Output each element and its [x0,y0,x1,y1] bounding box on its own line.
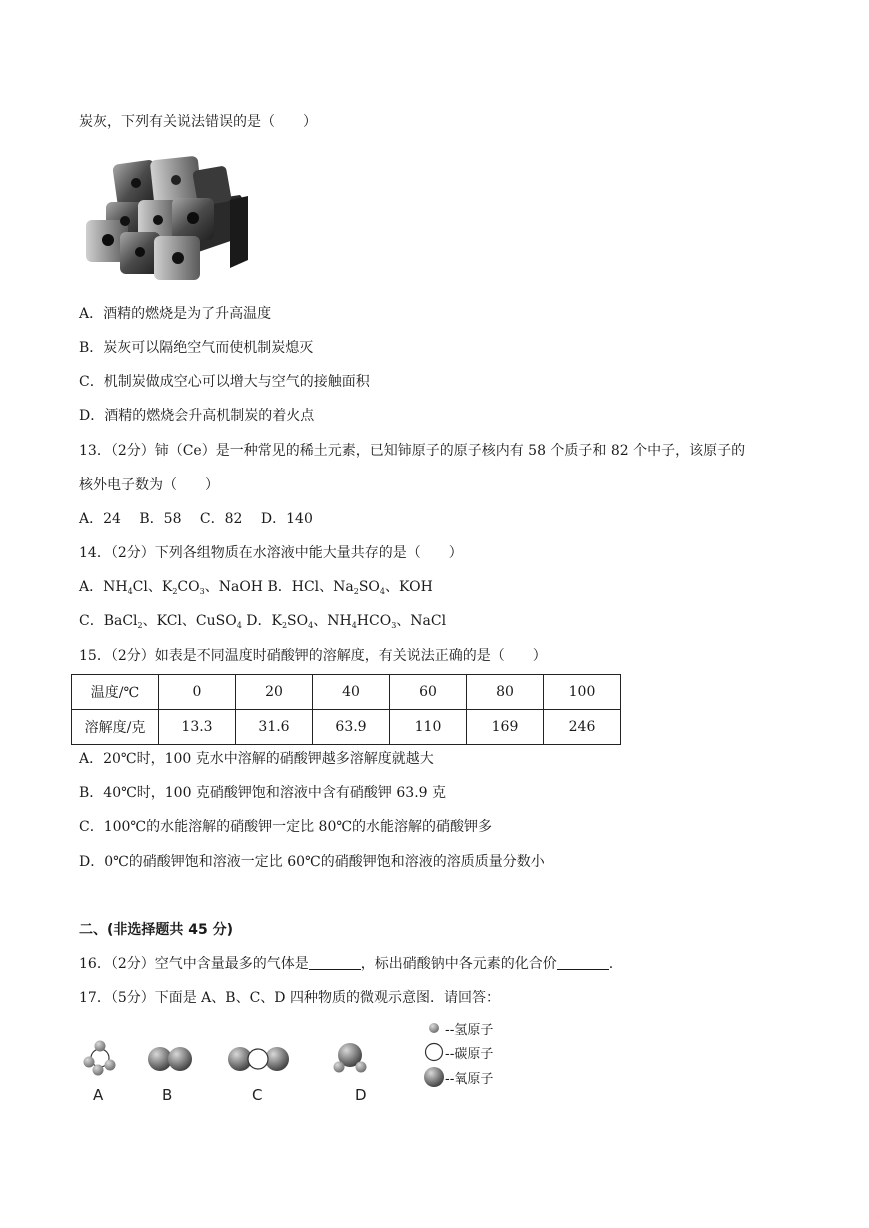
table-cell: 169 [467,710,544,745]
q16-stem: 16．（2分）空气中含量最多的气体是 ，标出硝酸钠中各元素的化合价 . [79,956,614,972]
legend-oxygen: --氧原子 [445,1072,494,1087]
q14-options-ab: A．$NH_4Cl$、$K_2CO_3$、NaOH B．HCl、$Na_2SO_4$、KOH [79,579,433,596]
table-cell: 80 [467,675,544,710]
table-cell: 40 [313,675,390,710]
q12-option-b: B．炭灰可以隔绝空气而使机制炭熄灭 [79,340,314,356]
section-title: 二、(非选择题共 45 分) [79,922,234,938]
answer-blank[interactable] [309,957,361,970]
table-cell: 13.3 [159,710,236,745]
table-cell: 110 [390,710,467,745]
table-cell: 溶解度/克 [72,710,159,745]
q13-options: A．24 B．58 C．82 D．140 [79,511,313,527]
q13-stem-line2: 核外电子数为（ ） [79,477,219,493]
table-cell: 20 [236,675,313,710]
molecule-b [148,1047,192,1071]
hydrogen-legend-icon [429,1023,439,1033]
table-cell: 63.9 [313,710,390,745]
label-d: D [355,1086,367,1104]
table-cell: 31.6 [236,710,313,745]
solubility-table [71,674,621,745]
q12-stem-tail: 炭灰，下列有关说法错误的是（ ） [79,114,317,130]
table-cell: 温度/℃ [72,675,159,710]
q15-option-a: A．20℃时，100 克水中溶解的硝酸钾越多溶解度就越大 [79,751,434,767]
oxygen-legend-icon [424,1067,444,1087]
q15-option-c: C．100℃的水能溶解的硝酸钾一定比 80℃的水能溶解的硝酸钾多 [79,819,493,835]
q15-stem: 15．（2分）如表是不同温度时硝酸钾的溶解度，有关说法正确的是（ ） [79,648,547,664]
table-cell: 60 [390,675,467,710]
q12-option-d: D．酒精的燃烧会升高机制炭的着火点 [79,408,315,424]
table-row [72,710,621,745]
q13-stem-line1: 13．（2分）铈（Ce）是一种常见的稀土元素，已知铈原子的原子核内有 58 个质子和 82 个中子，该原子的 [79,443,746,459]
q17-stem: 17．（5分）下面是 A、B、C、D 四种物质的微观示意图．请回答： [79,990,500,1006]
legend-carbon: --碳原子 [445,1047,494,1062]
molecule-d [334,1043,367,1073]
carbon-legend-icon [426,1044,443,1061]
table-cell: 0 [159,675,236,710]
label-c: C [252,1086,263,1104]
q12-option-a: A．酒精的燃烧是为了升高温度 [79,306,272,322]
q15-option-b: B．40℃时，100 克硝酸钾饱和溶液中含有硝酸钾 63.9 克 [79,785,447,801]
legend-hydrogen: --氢原子 [445,1023,494,1038]
q14-stem: 14．（2分）下列各组物质在水溶液中能大量共存的是（ ） [79,545,463,561]
answer-blank[interactable] [557,957,609,970]
q12-option-c: C．机制炭做成空心可以增大与空气的接触面积 [79,374,370,390]
table-cell: 246 [544,710,621,745]
table-cell: 100 [544,675,621,710]
charcoal-image [80,150,250,290]
label-a: A [93,1086,104,1104]
q14-options-cd: C．BaCl$_2$、KCl、CuSO$_4$ D．$K_2SO_4$、$NH_4HCO_3$、NaCl [79,613,447,630]
q15-option-d: D．0℃的硝酸钾饱和溶液一定比 60℃的硝酸钾饱和溶液的溶质质量分数小 [79,854,545,870]
table-row [72,675,621,710]
molecule-a [84,1041,116,1076]
label-b: B [162,1086,173,1104]
molecule-c [228,1047,289,1071]
